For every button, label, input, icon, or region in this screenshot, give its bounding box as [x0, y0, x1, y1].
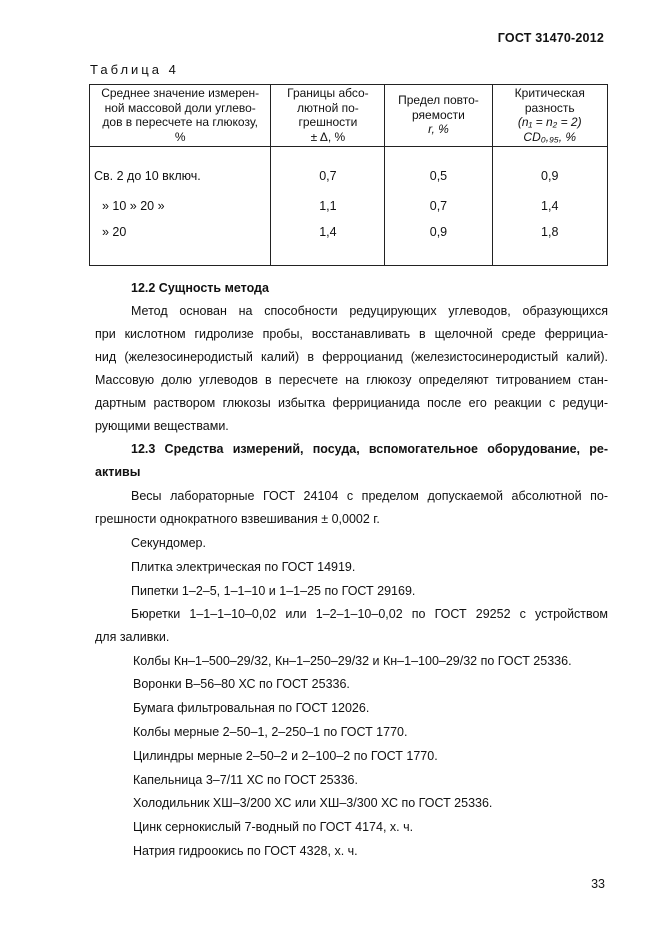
equipment-item: Колбы Кн–1–500–29/32, Кн–1–250–29/32 и Кн–1–100–29/32 по ГОСТ 25336.: [133, 654, 572, 668]
equipment-item: Цилиндры мерные 2–50–2 и 2–100–2 по ГОСТ 1770.: [133, 749, 438, 763]
equipment-item: Весы лабораторные ГОСТ 24104 с пределом допускаемой абсолютной по-: [131, 489, 608, 503]
cell-range: » 10 » 20 »: [90, 191, 271, 221]
equipment-item: Воронки В–56–80 ХС по ГОСТ 25336.: [133, 677, 350, 691]
table-row: [90, 221, 608, 266]
equipment-item: Колбы мерные 2–50–1, 2–250–1 по ГОСТ 1770.: [133, 725, 408, 739]
cell-error: 0,7: [271, 147, 385, 192]
equipment-item: Бумага фильтровальная по ГОСТ 12026.: [133, 701, 370, 715]
section-12-2-line: дартным раствором глюкозы избытка феррицианида после его реакции с редуци-: [95, 396, 608, 410]
table-row: [90, 191, 608, 221]
section-12-2-line: рующими веществами.: [95, 419, 229, 433]
equipment-item: Бюретки 1–1–1–10–0,02 или 1–2–1–10–0,02 по ГОСТ 29252 с устройством: [131, 607, 608, 621]
section-12-2-line: Метод основан на способности редуцирующих углеводов, образующихся: [131, 304, 608, 318]
cell-critical: 0,9: [492, 147, 608, 192]
equipment-item: Холодильник ХШ–3/200 ХС или ХШ–3/300 ХС по ГОСТ 25336.: [133, 796, 493, 810]
header-error-limits: Границы абсо- лютной по- грешности ± Δ, %: [271, 85, 385, 147]
header-mean-value: Среднее значение измерен- ной массовой доли углево- дов в пересчете на глюкозу, %: [90, 85, 271, 147]
section-12-3-heading-cont: активы: [95, 465, 141, 479]
cell-range: Св. 2 до 10 включ.: [90, 147, 271, 192]
equipment-item: Цинк сернокислый 7-водный по ГОСТ 4174, х. ч.: [133, 820, 414, 834]
table-caption: Таблица 4: [90, 62, 179, 77]
cell-repeatability: 0,7: [385, 191, 492, 221]
section-12-2-line: нид (железосинеродистый калий) в ферроцианид (железистосинеродистый калий).: [95, 350, 608, 364]
standard-header: ГОСТ 31470-2012: [497, 31, 604, 45]
table-row: [90, 147, 608, 192]
header-critical-range: Критическая разность (n₁ = n₂ = 2) CD₀,₉₅, %: [492, 85, 608, 147]
header-repeatability: Предел повто- ряемости r, %: [385, 85, 492, 147]
equipment-item: Плитка электрическая по ГОСТ 14919.: [131, 560, 356, 574]
section-12-2-heading: 12.2 Сущность метода: [131, 281, 269, 295]
equipment-item: грешности однократного взвешивания ± 0,0002 г.: [95, 512, 380, 526]
table-header-row: [90, 85, 608, 147]
equipment-item: Секундомер.: [131, 536, 206, 550]
equipment-item: Натрия гидроокись по ГОСТ 4328, х. ч.: [133, 844, 358, 858]
equipment-item: Капельница 3–7/11 ХС по ГОСТ 25336.: [133, 773, 358, 787]
cell-error: 1,1: [271, 191, 385, 221]
cell-range: » 20: [90, 221, 271, 266]
cell-error: 1,4: [271, 221, 385, 266]
data-table: [89, 84, 608, 266]
cell-critical: 1,4: [492, 191, 608, 221]
cell-repeatability: 0,5: [385, 147, 492, 192]
equipment-item: для заливки.: [95, 630, 170, 644]
equipment-item: Пипетки 1–2–5, 1–1–10 и 1–1–25 по ГОСТ 29169.: [131, 584, 416, 598]
section-12-3-heading: 12.3 Средства измерений, посуда, вспомогательное оборудование, ре-: [131, 442, 608, 456]
cell-repeatability: 0,9: [385, 221, 492, 266]
cell-critical: 1,8: [492, 221, 608, 266]
section-12-2-line: Массовую долю углеводов в пересчете на глюкозу определяют титрованием стан-: [95, 373, 608, 387]
section-12-2-line: при кислотном гидролизе пробы, восстанавливать в щелочной среде феррициа-: [95, 327, 608, 341]
page-number: 33: [591, 877, 605, 891]
